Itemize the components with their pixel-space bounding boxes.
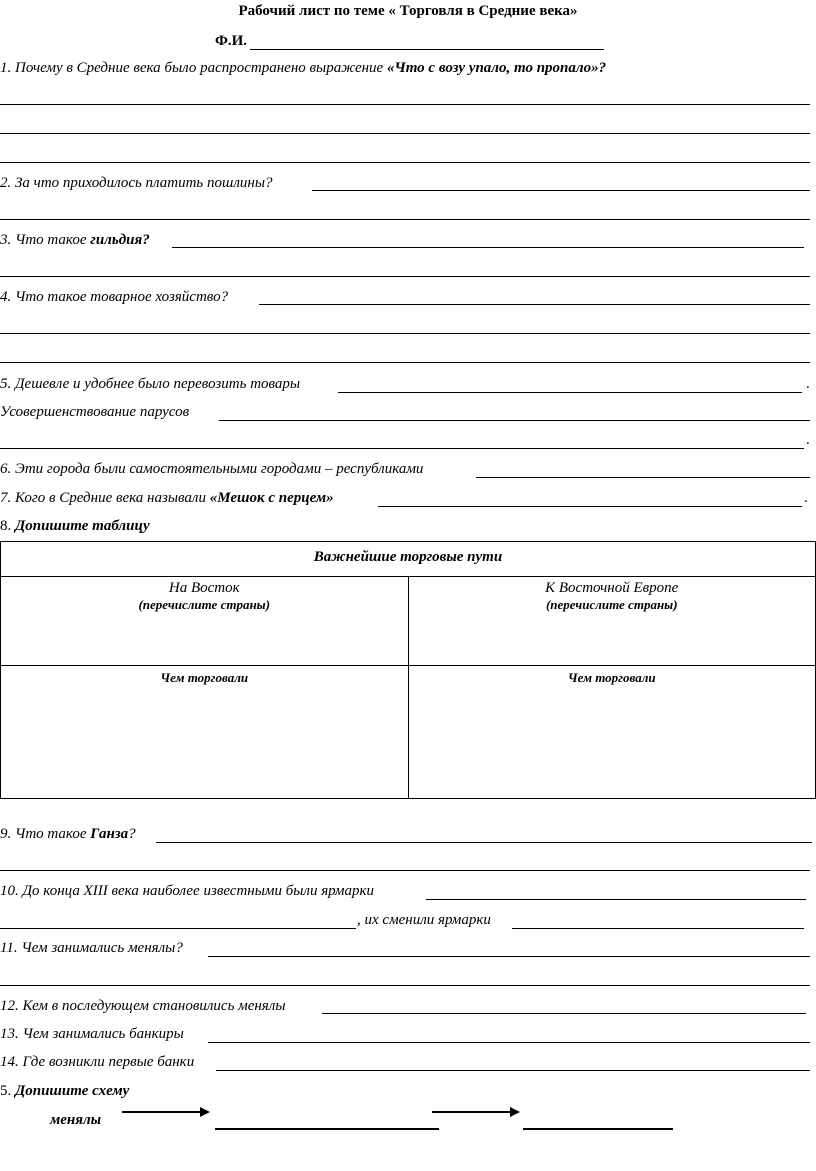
answer-line-12[interactable] [322,1013,806,1014]
trade-routes-table [0,541,816,799]
question-3-text: 3. Что такое [0,232,91,248]
scheme-start-label: менялы [50,1112,102,1128]
scheme-arrow-2 [432,1105,522,1119]
answer-line-10b[interactable] [0,928,356,929]
scheme-blank-2[interactable] [523,1128,673,1130]
answer-line-5a[interactable] [338,392,802,393]
question-14: 14. Где возникли первые банки [0,1054,195,1070]
answer-line-5b[interactable] [219,420,810,421]
answer-line-14[interactable] [216,1070,810,1071]
question-15-instruction: Допишите схему [15,1083,130,1099]
answer-line-4b[interactable] [0,333,810,334]
answer-line-4c[interactable] [0,362,810,363]
answer-line-11a[interactable] [208,956,810,957]
worksheet-title: Рабочий лист по теме « Торговля в Средние века» [238,3,578,19]
question-4: 4. Что такое товарное хозяйство? [0,289,229,305]
question-10-continued: , их сменили ярмарки [357,912,491,928]
question-15-number: 5. [0,1083,15,1099]
answer-line-10c[interactable] [512,928,804,929]
question-5-period: . [806,376,810,392]
answer-line-2b[interactable] [0,219,810,220]
answer-line-10a[interactable] [426,899,806,900]
answer-line-1a[interactable] [0,104,810,105]
cell-eastern-europe-goods[interactable] [408,666,816,799]
answer-line-4a[interactable] [259,304,810,305]
question-9-mark: ? [128,826,136,842]
question-8-instruction: Допишите таблицу [15,518,150,534]
question-1-quote: «Что с возу упало, то пропало»? [386,60,607,76]
question-13: 13. Чем занимались банкиры [0,1026,184,1042]
question-3-term: гильдия? [90,232,150,248]
answer-line-5c[interactable] [0,448,804,449]
answer-line-1b[interactable] [0,133,810,134]
question-8-number: 8. [0,518,15,534]
answer-line-7[interactable] [378,506,802,507]
question-3 [0,232,150,249]
answer-line-9a[interactable] [156,842,812,843]
question-5-line3-period: . [806,432,810,448]
question-11: 11. Чем занимались менялы? [0,940,183,956]
question-9-text: 9. Что такое [0,826,91,842]
question-12: 12. Кем в последующем становились менялы [0,998,286,1014]
question-5: 5. Дешевле и удобнее было перевозить товары [0,376,301,392]
question-7-text: 7. Кого в Средние века называли [0,490,210,506]
question-7-quote: «Мешок с перцем» [209,490,334,506]
cell-eastern-europe-countries[interactable] [408,577,816,666]
col2-title: К Восточной Европе [545,580,679,596]
question-7-period: . [804,490,808,506]
question-9 [0,826,136,843]
answer-line-9b[interactable] [0,870,810,871]
cell-east-countries[interactable] [1,577,409,666]
question-15 [0,1083,129,1100]
answer-line-1c[interactable] [0,162,810,163]
question-2: 2. За что приходилось платить пошлины? [0,175,273,191]
col2-subtitle: (перечислите страны) [545,597,678,612]
answer-line-13[interactable] [208,1042,810,1043]
row2-col2-label: Чем торговали [567,670,656,685]
scheme-blank-1[interactable] [215,1128,439,1130]
answer-line-3a[interactable] [172,247,804,248]
answer-line-11b[interactable] [0,985,810,986]
col1-title: На Восток [168,580,240,596]
question-8 [0,518,150,535]
cell-east-goods[interactable] [1,666,409,799]
name-label: Ф.И. [215,33,248,49]
question-1 [0,60,606,77]
scheme-arrow-1 [122,1105,212,1119]
answer-line-3b[interactable] [0,276,810,277]
question-5-sails: Усовершенствование парусов [0,404,190,420]
answer-line-2a[interactable] [312,190,810,191]
question-10: 10. До конца XIII века наиболее известными были ярмарки [0,883,375,899]
question-6: 6. Эти города были самостоятельными городами – республиками [0,461,424,477]
question-1-text: 1. Почему в Средние века было распространено выражение [0,60,387,76]
question-7 [0,490,334,507]
col1-subtitle: (перечислите страны) [138,597,271,612]
name-field[interactable] [250,49,604,50]
answer-line-6[interactable] [476,477,810,478]
question-9-term: Ганза [90,826,129,842]
row2-col1-label: Чем торговали [160,670,249,685]
table-header: Важнейшие торговые пути [1,542,816,577]
